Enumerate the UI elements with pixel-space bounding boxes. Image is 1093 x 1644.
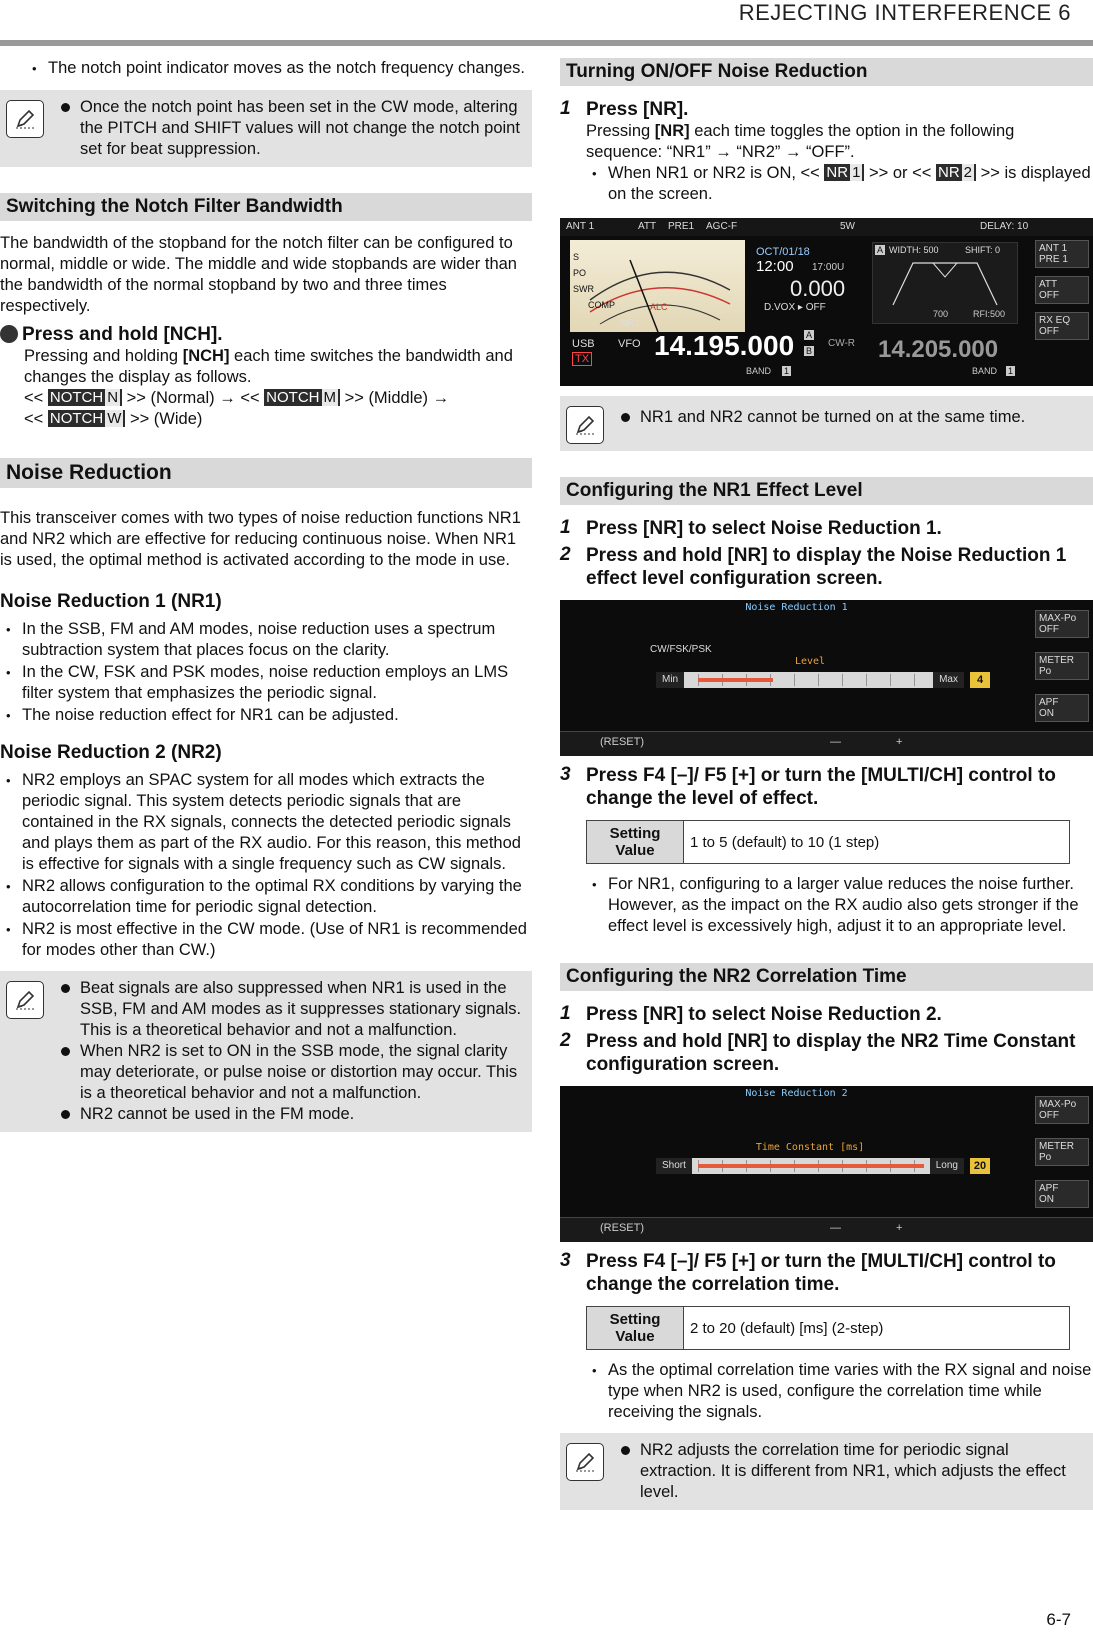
section-heading-notch-bandwidth: Switching the Notch Filter Bandwidth <box>0 193 532 221</box>
nr1-indicator: NR 1 <box>824 164 864 181</box>
softkey-apf[interactable]: APF ON <box>1035 694 1089 722</box>
page-number: 6-7 <box>1046 1610 1071 1629</box>
step-description: Pressing [NR] each time toggles the option in the following sequence: “NR1” → “NR2” → “OFF”. <box>586 122 1015 161</box>
nr1-level-slider[interactable]: Min Max <box>656 672 964 688</box>
nr2-bullet: • NR2 is most effective in the CW mode. (Use of NR1 is recommended for modes other than CW.) <box>0 919 532 961</box>
action-bullet-icon <box>0 325 18 343</box>
right-column <box>560 58 1093 1510</box>
note-item: NR2 adjusts the correlation time for periodic signal extraction. It is different from NR1, which adjusts the effect level. <box>618 1440 1089 1503</box>
pencil-note-icon <box>566 1443 604 1481</box>
nr1-level-fill <box>698 678 773 682</box>
softkey-att[interactable]: ATT OFF <box>1035 276 1089 304</box>
nr2-time-slider[interactable]: Short Long <box>656 1158 964 1174</box>
nr2-time-value: 20 <box>970 1158 990 1174</box>
note-item: When NR2 is set to ON in the SSB mode, the signal clarity may deteriorate, or pulse noise or distortion may occur. This is a theoretical behavior and not a malfunction. <box>58 1041 528 1104</box>
setting-label: Setting Value <box>587 1307 684 1350</box>
pencil-note-icon <box>6 100 44 138</box>
setting-table <box>586 1306 1070 1350</box>
vfo-b-frequency: 14.205.000 <box>878 336 999 363</box>
notch-middle-indicator: NOTCH M <box>264 389 340 406</box>
vfo-a-frequency: 14.195.000 <box>654 330 795 361</box>
left-column <box>0 58 532 1132</box>
section-heading-nr1-config: Configuring the NR1 Effect Level <box>560 477 1093 505</box>
action-title: Press and hold [NCH]. <box>0 323 532 346</box>
note-box <box>560 1433 1093 1510</box>
step-title: Press [NR]. <box>586 99 689 120</box>
transceiver-main-screen: ANT 1 ATT PRE1 AGC-F 5W DELAY: 10 S PO SWR COMP ALC NR1 OCT/01/18 12:00 17:00U 0.000 D.VOX ▸ OFF USB TX VFO 14.195.000 A B CW-R BAND 1 14.205.000 BAND 1 A WIDTH: 500 SHIFT: 0 700 RFI:500 ANT 1 PRE 1 ATT OFF RX EQ OFF <box>560 218 1093 386</box>
page-header-title: REJECTING INTERFERENCE 6 <box>738 0 1071 25</box>
plus-softkey[interactable]: + <box>896 1222 903 1234</box>
s-meter: S PO SWR COMP ALC <box>570 240 745 332</box>
intro-bullet: • The notch point indicator moves as the notch frequency changes. <box>26 58 532 79</box>
minus-softkey[interactable]: — <box>830 736 841 748</box>
note-item: NR2 cannot be used in the FM mode. <box>58 1104 528 1125</box>
step: 2 Press and hold [NR] to display the Noise Reduction 1 effect level configuration screen. <box>560 544 1067 589</box>
nr1-bullet: • For NR1, configuring to a larger value reduces the noise further. However, as the impact on the RX audio also gets stronger if the effect level is excessively high, adjust it to an appropriate level. <box>586 874 1093 937</box>
setting-table <box>586 820 1070 864</box>
header-rule <box>0 40 1093 46</box>
filter-scope: A WIDTH: 500 SHIFT: 0 700 RFI:500 <box>872 242 1018 324</box>
section-heading-noise-reduction: Noise Reduction <box>0 458 532 488</box>
softkey-max-po[interactable]: MAX-Po OFF <box>1035 610 1089 638</box>
note-box <box>0 971 532 1132</box>
step: 1 Press [NR] to select Noise Reduction 1. <box>560 517 942 539</box>
nr1-bullet: • In the CW, FSK and PSK modes, noise reduction employs an LMS filter system that emphasizes the periodic signal. <box>0 662 532 704</box>
softkey-max-po[interactable]: MAX-Po OFF <box>1035 1096 1089 1124</box>
step: 1 Press [NR]. Pressing [NR] each time toggles the option in the following sequence: “NR1” → “NR2” → “OFF”. • When NR1 or NR2 is ON, << NR 1 >> or << NR 2 >> is displayed on the screen. <box>560 98 1093 206</box>
nr2-bullet: • NR2 allows configuration to the optimal RX conditions by varying the autocorrelation time for periodic signal detection. <box>0 876 532 918</box>
note-box <box>560 396 1093 451</box>
nr1-bullet: • The noise reduction effect for NR1 can be adjusted. <box>0 705 532 726</box>
setting-label: Setting Value <box>587 821 684 864</box>
nr2-time-fill <box>698 1164 924 1168</box>
plus-softkey[interactable]: + <box>896 736 903 748</box>
nr2-time-constant-screen: Noise Reduction 2 Time Constant [ms] Short Long 20 MAX-Po OFF METER Po APF ON (RESET) — + <box>560 1086 1093 1242</box>
nr1-level-value: 4 <box>970 672 990 688</box>
minus-softkey[interactable]: — <box>830 1222 841 1234</box>
nr2-bullet: • NR2 employs an SPAC system for all modes which extracts the periodic signal. This system detects periodic signals that are contained in the RX signals, connects the detected periodic signals and plays them as part of the RX audio. For this reason, this method is effective for signals with a single frequency such as CW signals. <box>0 770 532 875</box>
nr2-heading: Noise Reduction 2 (NR2) <box>0 742 222 763</box>
softkey-meter[interactable]: METER Po <box>1035 652 1089 680</box>
section-heading-nr2-config: Configuring the NR2 Correlation Time <box>560 963 1093 991</box>
reset-softkey[interactable]: (RESET) <box>600 736 644 748</box>
nr1-bullet: • In the SSB, FM and AM modes, noise reduction uses a spectrum subtraction system that places focus on the clarity. <box>0 619 532 661</box>
step: 3 Press F4 [–]/ F5 [+] or turn the [MULTI/CH] control to change the correlation time. <box>560 1250 1056 1295</box>
noise-reduction-body: This transceiver comes with two types of noise reduction functions NR1 and NR2 which are effective for reducing continuous noise. When NR1 is used, the optimal method is activated according to the mode in use. <box>0 509 521 569</box>
nr1-heading: Noise Reduction 1 (NR1) <box>0 591 222 612</box>
note-item: NR1 and NR2 cannot be turned on at the same time. <box>618 407 1089 428</box>
setting-value: 1 to 5 (default) to 10 (1 step) <box>684 821 1070 864</box>
note-box <box>0 90 532 167</box>
step: 3 Press F4 [–]/ F5 [+] or turn the [MULTI/CH] control to change the level of effect. <box>560 764 1056 809</box>
nr1-level-screen: Noise Reduction 1 CW/FSK/PSK Level Min Max 4 MAX-Po OFF METER Po APF ON (RESET) — + <box>560 600 1093 756</box>
notch-normal-indicator: NOTCH N <box>48 389 122 406</box>
softkey-ant-pre[interactable]: ANT 1 PRE 1 <box>1035 240 1089 268</box>
section-heading-onoff: Turning ON/OFF Noise Reduction <box>560 58 1093 86</box>
nr-indicator-bullet: • When NR1 or NR2 is ON, << NR 1 >> or << NR 2 >> is displayed on the screen. <box>586 163 1093 205</box>
step: 1 Press [NR] to select Noise Reduction 2. <box>560 1003 942 1025</box>
notch-wide-indicator: NOTCH W <box>48 410 126 427</box>
action-description: Pressing and holding [NCH] each time switches the bandwidth and changes the display as follows. << NOTCH N >> (Normal) → << NOTCH M >> (Middle) → << NOTCH W >> (Wide) <box>24 347 513 428</box>
softkey-meter[interactable]: METER Po <box>1035 1138 1089 1166</box>
nr2-bullet: • As the optimal correlation time varies with the RX signal and noise type when NR2 is used, configure the correlation time while receiving the signals. <box>586 1360 1093 1423</box>
softkey-apf[interactable]: APF ON <box>1035 1180 1089 1208</box>
reset-softkey[interactable]: (RESET) <box>600 1222 644 1234</box>
nr2-indicator: NR 2 <box>936 164 976 181</box>
softkey-rx-eq[interactable]: RX EQ OFF <box>1035 312 1089 340</box>
note-item: Once the notch point has been set in the CW mode, altering the PITCH and SHIFT values will not change the notch point set for beat suppression. <box>58 97 528 160</box>
pencil-note-icon <box>566 406 604 444</box>
setting-value: 2 to 20 (default) [ms] (2-step) <box>684 1307 1070 1350</box>
step: 2 Press and hold [NR] to display the NR2 Time Constant configuration screen. <box>560 1030 1076 1075</box>
pencil-note-icon <box>6 981 44 1019</box>
notch-bandwidth-body: The bandwidth of the stopband for the notch filter can be configured to normal, middle or wide. The middle and wide stopbands are wider than the bandwidth of the normal stopband by two and three times respectively. <box>0 234 517 315</box>
note-item: Beat signals are also suppressed when NR1 is used in the SSB, FM and AM modes as it suppresses stationary signals. This is a theoretical behavior and not a malfunction. <box>58 978 528 1041</box>
